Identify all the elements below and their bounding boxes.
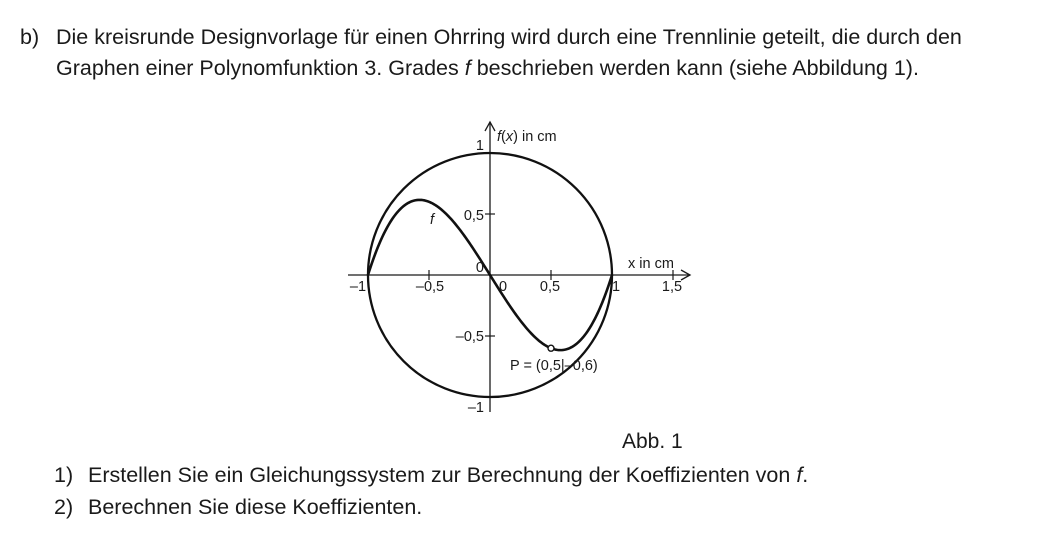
problem-line-2: Graphen einer Polynomfunktion 3. Grades f beschrieben werden kann (siehe Abbildung 1).	[56, 56, 919, 80]
x-tick-label: –0,5	[415, 279, 445, 295]
task-list	[54, 459, 808, 523]
point-p	[548, 345, 554, 351]
point-p-label: P = (0,5|–0,6)	[510, 358, 598, 374]
y-axis-label: f(x) in cm	[497, 129, 557, 145]
x-tick-label: –1	[349, 279, 367, 295]
x-axis-label: x in cm	[628, 256, 674, 272]
x-tick-label: 0,5	[539, 279, 561, 295]
x-tick-label: 0	[498, 279, 508, 295]
task-1: 1) Erstellen Sie ein Gleichungssystem zur Berechnung der Koeffizienten von f.	[54, 463, 809, 487]
task-2: 2) Berechnen Sie diese Koeffizienten.	[54, 495, 423, 519]
x-tick-label: 1	[611, 279, 621, 295]
problem-line-1: Die kreisrunde Designvorlage für einen Ohrring wird durch eine Trennlinie geteilt, die durch den	[56, 25, 962, 49]
x-tick-label: 1,5	[661, 279, 683, 295]
y-tick-label: 1	[475, 138, 484, 154]
y-tick-label: 0,5	[463, 208, 484, 224]
y-tick-label: –1	[467, 400, 484, 416]
figure-caption: Abb. 1	[622, 430, 683, 453]
curve-label: f	[430, 212, 435, 228]
function-variable: f	[464, 56, 471, 80]
problem-label: b)	[20, 25, 40, 49]
y-tick-label: –0,5	[455, 329, 484, 345]
y-tick-label: 0	[475, 260, 484, 276]
